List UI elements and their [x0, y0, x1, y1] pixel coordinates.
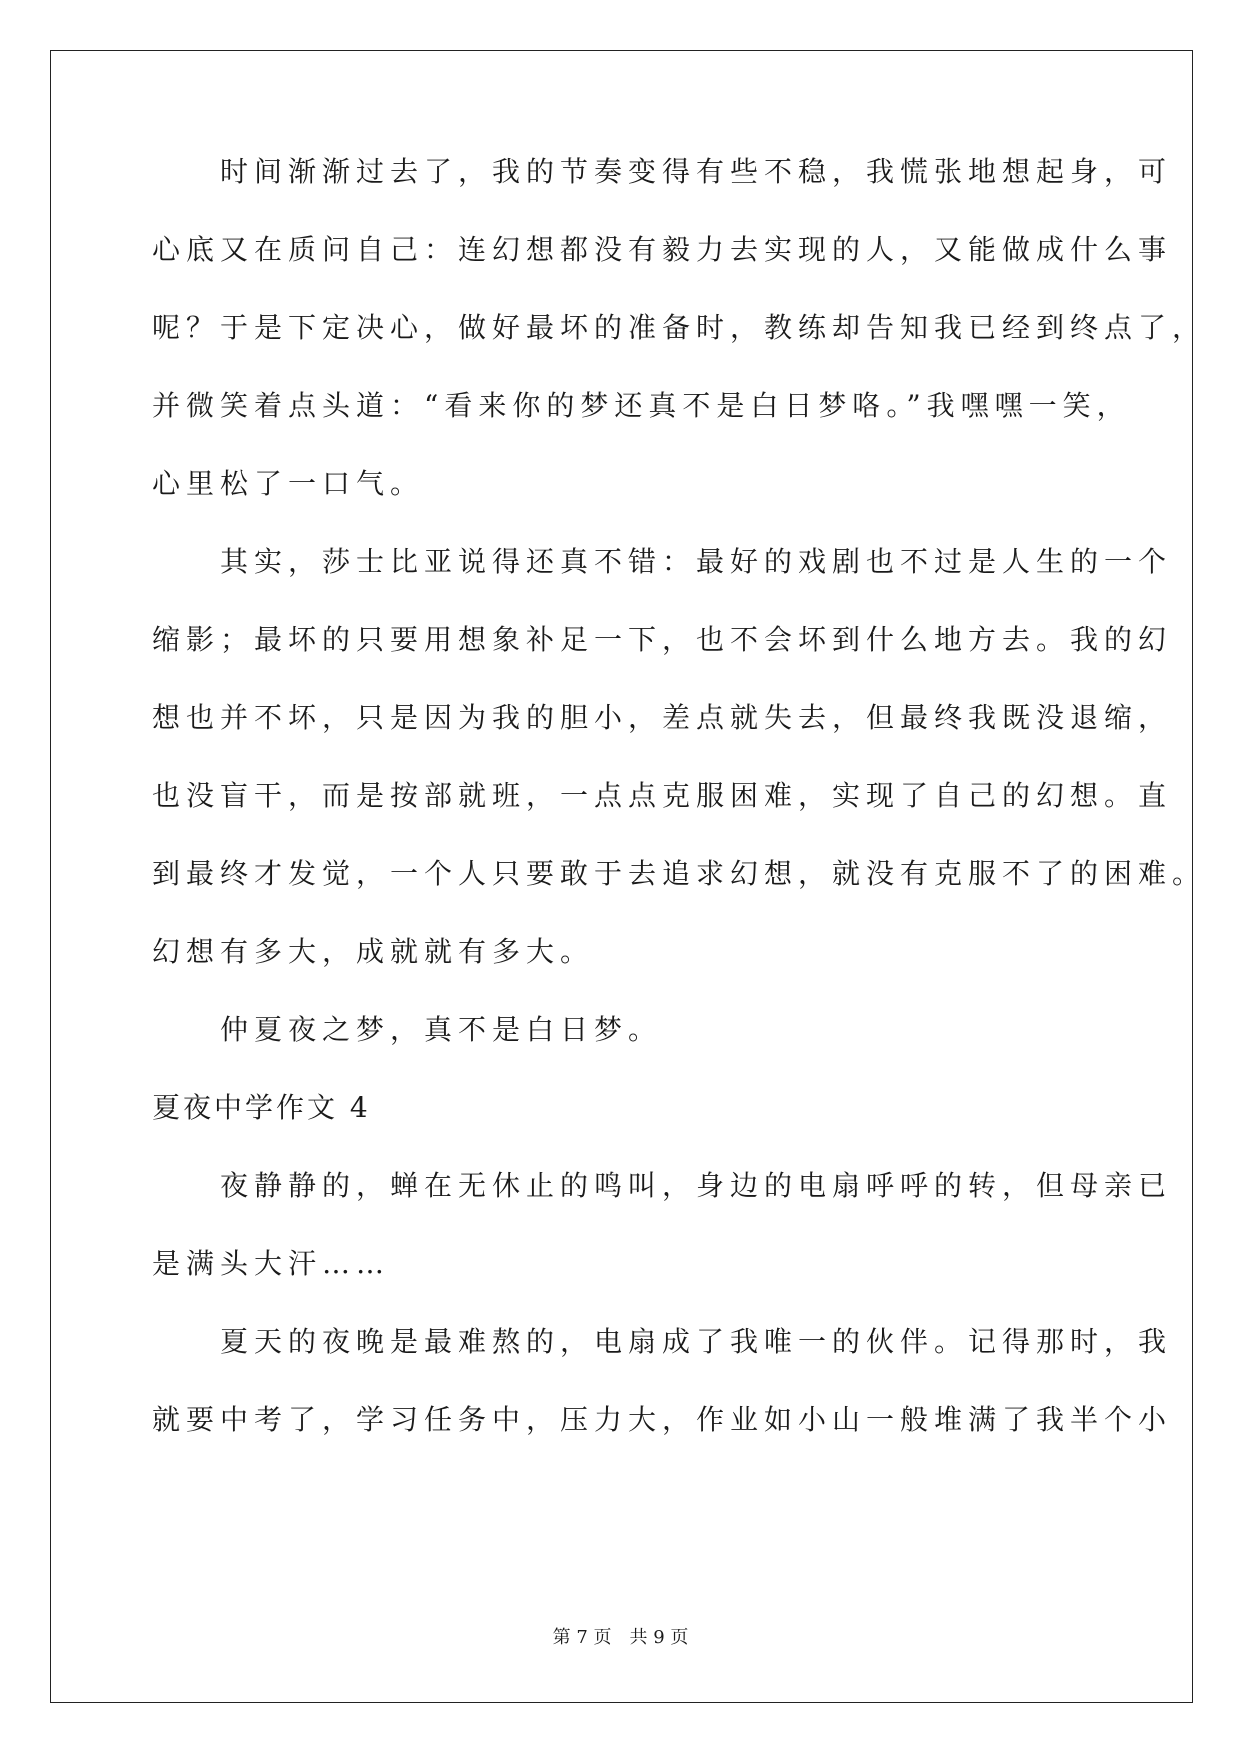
text-line: 夏天的夜晚是最难熬的，电扇成了我唯一的伙伴。记得那时，我: [152, 1325, 1173, 1358]
page-footer: [0, 1626, 1241, 1650]
text-line: 是满头大汗……: [152, 1247, 391, 1280]
text-line: 想也并不坏，只是因为我的胆小，差点就失去，但最终我既没退缩，: [152, 701, 1173, 734]
text-line: 时间渐渐过去了，我的节奏变得有些不稳，我慌张地想起身，可: [152, 155, 1173, 188]
page-number: 第 7 页 共 9 页: [552, 1627, 689, 1648]
text-line: 夜静静的，蝉在无休止的鸣叫，身边的电扇呼呼的转，但母亲已: [152, 1169, 1173, 1202]
text-line: 就要中考了，学习任务中，压力大，作业如小山一般堆满了我半个小: [152, 1403, 1173, 1436]
text-line: 并微笑着点头道：“看来你的梦还真不是白日梦咯。”我嘿嘿一笑，: [152, 389, 1131, 422]
text-line: 也没盲干，而是按部就班，一点点克服困难，实现了自己的幻想。直: [152, 779, 1173, 812]
text-line: 其实，莎士比亚说得还真不错：最好的戏剧也不过是人生的一个: [152, 545, 1173, 578]
text-line: 幻想有多大，成就就有多大。: [152, 935, 595, 968]
text-line: 到最终才发觉，一个人只要敢于去追求幻想，就没有克服不了的困难。: [152, 857, 1207, 890]
text-line: 仲夏夜之梦，真不是白日梦。: [152, 1013, 663, 1046]
section-heading: 夏夜中学作文 4: [152, 1091, 371, 1124]
text-line: 呢？于是下定决心，做好最坏的准备时，教练却告知我已经到终点了，: [152, 311, 1207, 344]
text-line: 心里松了一口气。: [152, 467, 425, 500]
text-line: 缩影；最坏的只要用想象补足一下，也不会坏到什么地方去。我的幻: [152, 623, 1173, 656]
text-line: 心底又在质问自己：连幻想都没有毅力去实现的人，又能做成什么事: [152, 233, 1173, 266]
